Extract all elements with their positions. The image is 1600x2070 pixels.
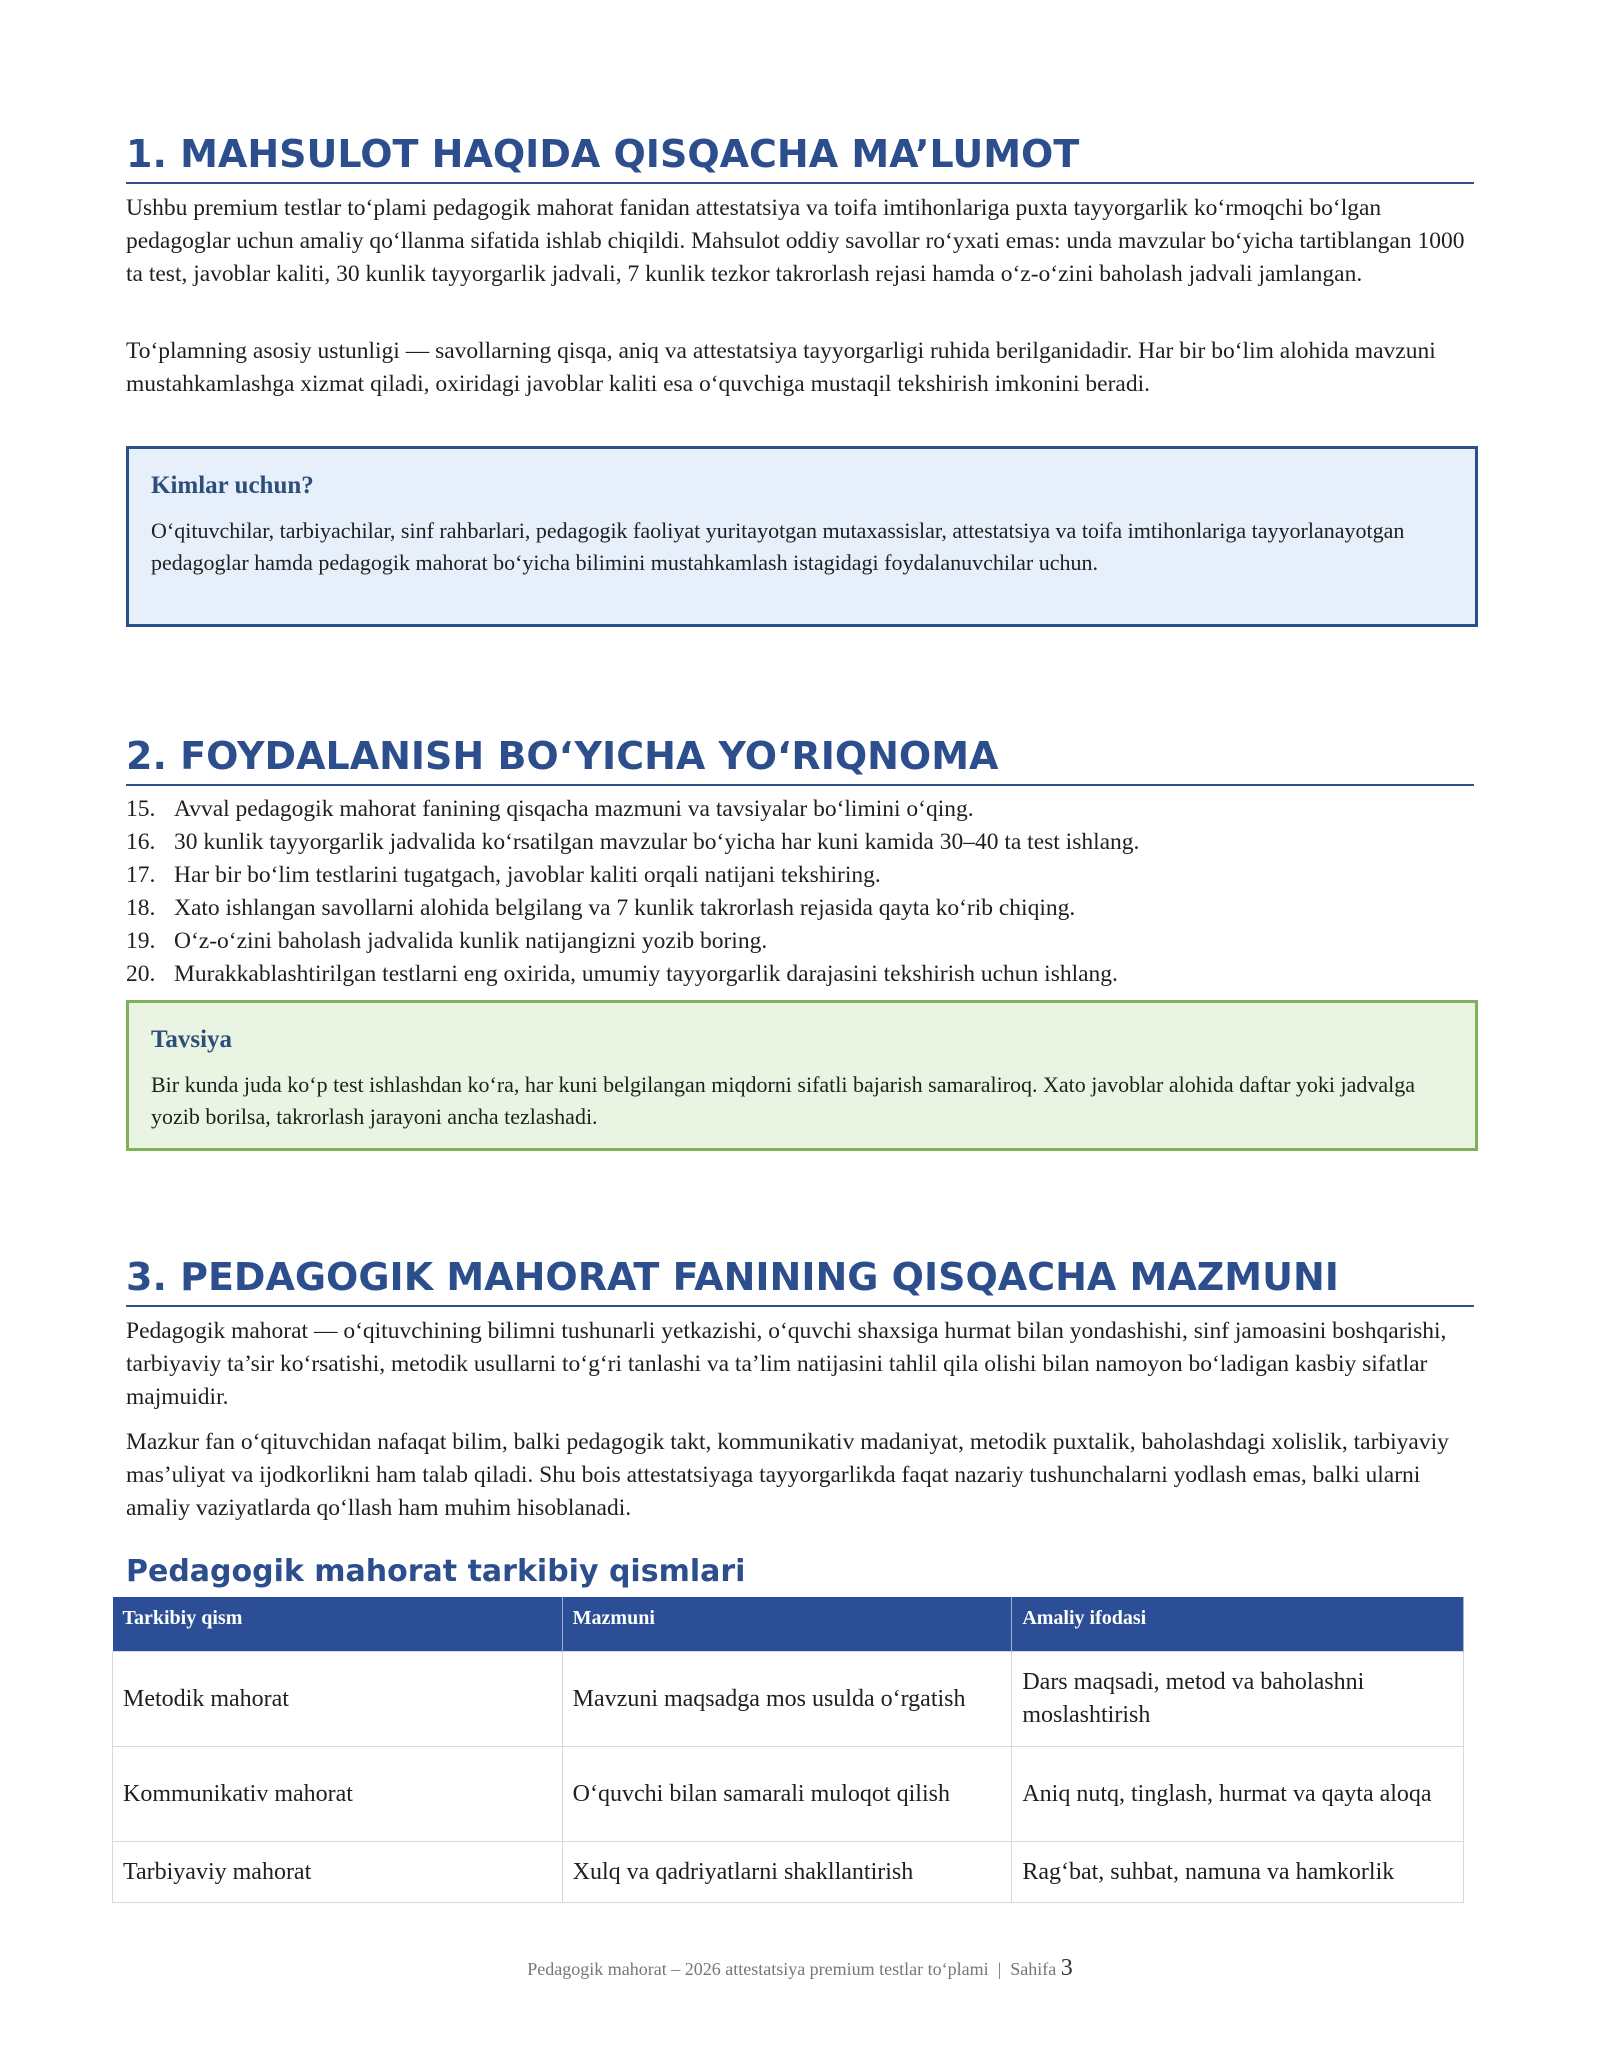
list-item-text: O‘z-o‘zini baholash jadvalida kunlik natijangizni yozib boring. xyxy=(174,928,768,954)
table-heading: Pedagogik mahorat tarkibiy qismlari xyxy=(126,1554,746,1589)
section-1-paragraph-1: Ushbu premium testlar to‘plami pedagogik mahorat fanidan attestatsiya va toifa imtihonlariga puxta tayyorgarlik ko‘rmoqchi bo‘lgan pedagoglar uchun amaliy qo‘llanma sifatida ishlab chiqildi. Mahsulot oddiy savollar ro‘yxati emas: unda mavzular bo‘yicha tartiblangan 1000 ta test, javoblar kaliti, 30 kunlik tayyorgarlik jadvali, 7 kunlik tezkor takrorlash rejasi hamda o‘z-o‘zini baholash jadvali jamlangan. xyxy=(126,195,1465,287)
table-row xyxy=(113,1652,1464,1747)
footer-text: Pedagogik mahorat – 2026 attestatsiya premium testlar to‘plami xyxy=(527,1959,989,1979)
list-item xyxy=(126,859,1474,892)
list-item xyxy=(126,793,1474,826)
column-header: Tarkibiy qism xyxy=(113,1597,563,1652)
callout-title: Tavsiya xyxy=(151,1026,233,1053)
list-item-number: 19. xyxy=(126,928,156,954)
table-cell: Tarbiyaviy mahorat xyxy=(113,1842,563,1903)
callout-text: Bir kunda juda ko‘p test ishlashdan ko‘ra, har kuni belgilangan miqdorni sifatli bajarish samaraliroq. Xato javoblar alohida daftar yoki jadvalga yozib borilsa, takrorlash jarayoni ancha tezlashadi. xyxy=(151,1072,1416,1129)
list-item-text: Avval pedagogik mahorat fanining qisqacha mazmuni va tavsiyalar bo‘limini o‘qing. xyxy=(174,796,974,822)
section-1-heading: 1. MAHSULOT HAQIDA QISQACHA MA’LUMOT xyxy=(126,130,1474,184)
table-row xyxy=(113,1842,1464,1903)
audience-callout xyxy=(126,446,1478,627)
components-table xyxy=(112,1597,1464,1903)
table-cell: Metodik mahorat xyxy=(113,1652,563,1747)
column-header: Mazmuni xyxy=(562,1597,1012,1652)
table-cell: Dars maqsadi, metod va baholashni moslashtirish xyxy=(1012,1652,1464,1747)
section-3-heading: 3. PEDAGOGIK MAHORAT FANINING QISQACHA MAZMUNI xyxy=(126,1253,1474,1307)
list-item-number: 20. xyxy=(126,961,156,987)
section-3-paragraph-1: Pedagogik mahorat — o‘qituvchining bilimni tushunarli yetkazishi, o‘quvchi shaxsiga hurmat bilan yondashishi, sinf jamoasini boshqarishi, tarbiyaviy ta’sir ko‘rsatishi, metodik usullarni to‘g‘ri tanlashi va ta’lim natijasini tahlil qila olishi bilan namoyon bo‘ladigan kasbiy sifatlar majmuidir. xyxy=(126,1318,1447,1410)
table-header-row xyxy=(113,1597,1464,1652)
section-1-paragraph-2: To‘plamning asosiy ustunligi — savollarning qisqa, aniq va attestatsiya tayyorgarligi ruhida berilganidadir. Har bir bo‘lim alohida mavzuni mustahkamlashga xizmat qiladi, oxiridagi javoblar kaliti esa o‘quvchiga mustaqil tekshirish imkonini beradi. xyxy=(126,338,1436,397)
callout-title: Kimlar uchun? xyxy=(151,472,314,499)
footer-page-label: Sahifa xyxy=(1010,1959,1057,1979)
table-cell: Kommunikativ mahorat xyxy=(113,1747,563,1842)
list-item-text: 30 kunlik tayyorgarlik jadvalida ko‘rsatilgan mavzular bo‘yicha har kuni kamida 30–40 ta test ishlang. xyxy=(174,829,1140,855)
table-cell: O‘quvchi bilan samarali muloqot qilish xyxy=(562,1747,1012,1842)
tip-callout xyxy=(126,1000,1478,1151)
callout-text: O‘qituvchilar, tarbiyachilar, sinf rahbarlari, pedagogik faoliyat yuritayotgan mutaxassislar, attestatsiya va toifa imtihonlariga tayyorlanayotgan pedagoglar hamda pedagogik mahorat bo‘yicha bilimini mustahkamlash istagidagi foydalanuvchilar uchun. xyxy=(151,518,1405,575)
list-item xyxy=(126,826,1474,859)
list-item-text: Har bir bo‘lim testlarini tugatgach, javoblar kaliti orqali natijani tekshiring. xyxy=(174,862,881,888)
instructions-list xyxy=(126,793,1474,991)
table-cell: Mavzuni maqsadga mos usulda o‘rgatish xyxy=(562,1652,1012,1747)
list-item xyxy=(126,958,1474,991)
table-cell: Rag‘bat, suhbat, namuna va hamkorlik xyxy=(1012,1842,1464,1903)
list-item-number: 15. xyxy=(126,796,156,822)
list-item-text: Murakkablashtirilgan testlarni eng oxirida, umumiy tayyorgarlik darajasini tekshirish uchun ishlang. xyxy=(174,961,1118,987)
section-3-paragraph-2: Mazkur fan o‘qituvchidan nafaqat bilim, balki pedagogik takt, kommunikativ madaniyat, metodik puxtalik, baholashdagi xolislik, tarbiyaviy mas’uliyat va ijodkorlikni ham talab qiladi. Shu bois attestatsiyaga tayyorgarlikda faqat nazariy tushunchalarni yodlash emas, balki ularni amaliy vaziyatlarda qo‘llash ham muhim hisoblanadi. xyxy=(126,1429,1449,1521)
page-number: 3 xyxy=(1060,1955,1073,1981)
list-item-number: 18. xyxy=(126,895,156,921)
list-item xyxy=(126,892,1474,925)
table-cell: Aniq nutq, tinglash, hurmat va qayta aloqa xyxy=(1012,1747,1464,1842)
page-footer xyxy=(0,1955,1600,1982)
table-row xyxy=(113,1747,1464,1842)
list-item-number: 17. xyxy=(126,862,156,888)
footer-separator: | xyxy=(997,1959,1002,1979)
section-2-heading: 2. FOYDALANISH BO‘YICHA YO‘RIQNOMA xyxy=(126,732,1474,786)
column-header: Amaliy ifodasi xyxy=(1012,1597,1464,1652)
list-item xyxy=(126,925,1474,958)
list-item-number: 16. xyxy=(126,829,156,855)
list-item-text: Xato ishlangan savollarni alohida belgilang va 7 kunlik takrorlash rejasida qayta ko‘rib chiqing. xyxy=(174,895,1076,921)
table-cell: Xulq va qadriyatlarni shakllantirish xyxy=(562,1842,1012,1903)
